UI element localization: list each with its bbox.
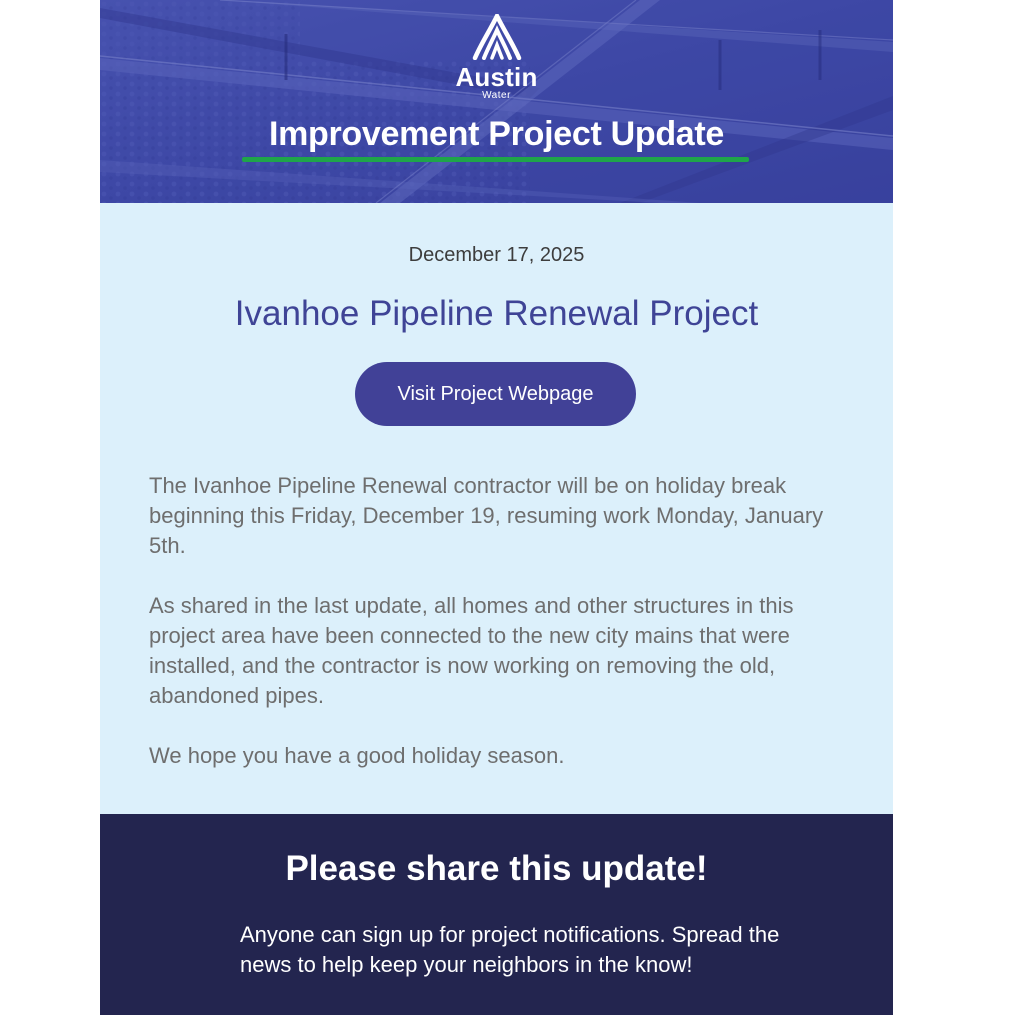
logo-subtitle: Water: [482, 90, 511, 101]
email-body: [100, 0, 893, 1015]
project-title: Ivanhoe Pipeline Renewal Project: [234, 294, 759, 333]
austin-water-logo-icon: [471, 14, 523, 60]
logo-wordmark: Austin: [455, 62, 538, 92]
share-section: [100, 814, 893, 1015]
banner-title: Improvement Project Update: [268, 115, 725, 153]
body-paragraph: We hope you have a good holiday season.: [149, 743, 565, 768]
austin-water-logo: [100, 14, 893, 101]
main-content: [100, 203, 893, 814]
visit-project-webpage-button[interactable]: Visit Project Webpage: [355, 362, 636, 426]
body-paragraph: As shared in the last update, all homes and other structures in this project area have been connected to the new city mains that were installed, and the contractor is now working on removing the old, abandoned pipes.: [149, 593, 794, 708]
share-text: Anyone can sign up for project notifications. Spread the news to help keep your neighbors in the know!: [240, 922, 780, 977]
update-date: December 17, 2025: [408, 244, 585, 266]
update-body: [149, 471, 849, 801]
body-paragraph: The Ivanhoe Pipeline Renewal contractor will be on holiday break beginning this Friday, December 19, resuming work Monday, January 5th.: [149, 473, 824, 558]
header-banner: [100, 0, 893, 203]
share-heading: Please share this update!: [285, 849, 708, 888]
banner-underline: [242, 157, 749, 162]
